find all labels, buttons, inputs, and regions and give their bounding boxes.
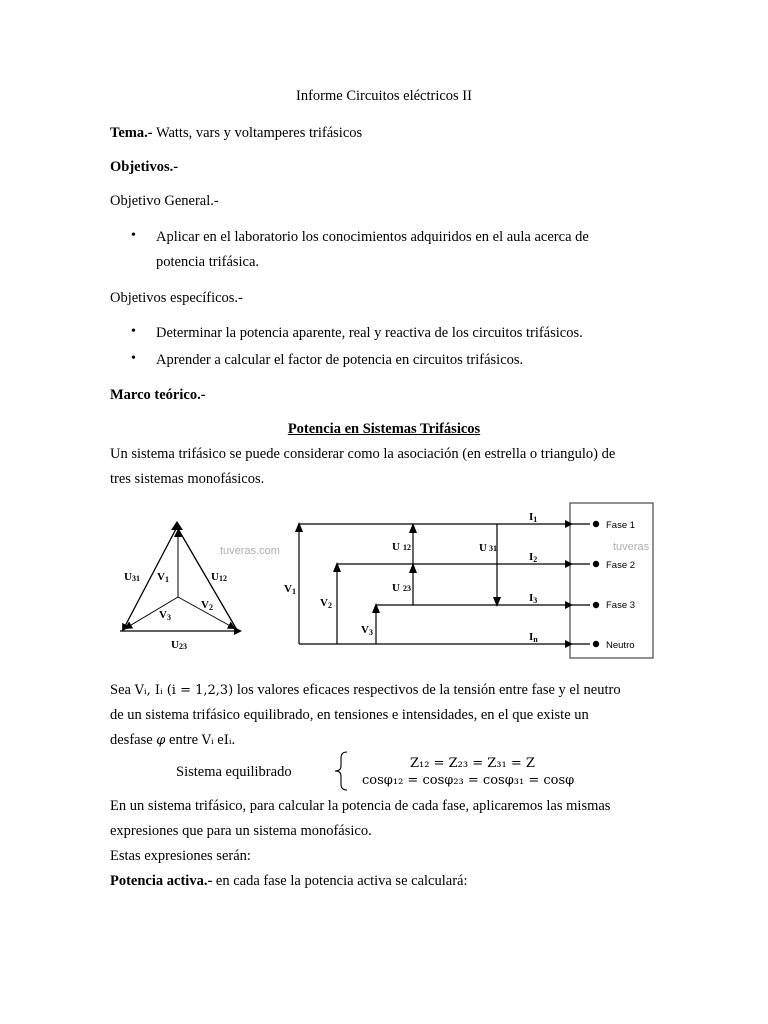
three-phase-figures (0, 500, 768, 670)
phase-label-3: Fase 3 (606, 600, 636, 611)
document-title: Informe Circuitos eléctricos II (296, 88, 472, 104)
bullet-icon: • (131, 324, 136, 339)
entre-word: entre (169, 732, 199, 748)
v1-label: V1 (157, 571, 169, 584)
desfase-word: desfase (110, 732, 153, 748)
sistema-equilibrado-label: Sistema equilibrado (176, 764, 292, 780)
objetivos-especificos-heading: Objetivos específicos.- (110, 290, 243, 306)
objetivo-general-heading: Objetivo General.- (110, 193, 219, 209)
potencia-activa-text: en cada fase la potencia activa se calculará: (215, 873, 468, 889)
brace-icon (331, 750, 351, 792)
para-line2: expresiones que para un sistema monofásico. (110, 823, 372, 839)
phase-label-neutro: Neutro (606, 640, 635, 651)
u31-label: U31 (124, 571, 140, 583)
u23-label: U 23 (392, 582, 411, 594)
watermark-right: tuveras (613, 541, 650, 553)
v3-label: V3 (159, 609, 171, 622)
intro-line2: tres sistemas monofásicos. (110, 471, 265, 487)
sea-word: Sea (110, 682, 131, 698)
intro-line1: Un sistema trifásico se puede considerar como la asociación (en estrella o triangulo) de (110, 446, 616, 462)
u12-label: U 12 (392, 541, 411, 553)
objetivos-heading: Objetivos.- (110, 159, 179, 175)
current-label-2: I2 (529, 551, 538, 564)
marco-teorico-heading: Marco teórico.- (110, 387, 206, 403)
tema-text: Watts, vars y voltamperes trifásicos (155, 125, 363, 141)
equation-z: Z₁₂ = Z₂₃ = Z₃₁ = Z (410, 756, 535, 771)
tema-label: Tema.- (110, 125, 153, 141)
triangle-diagram (120, 521, 280, 651)
equation-cos: cosφ₁₂ = cosφ₂₃ = cosφ₃₁ = cosφ (362, 773, 575, 788)
u23-label: U23 (171, 639, 187, 651)
ii-symbol: Iᵢ (223, 733, 232, 748)
sea-line1-rest: los valores eficaces respectivos de la tensión entre fase y el neutro (236, 682, 621, 698)
v2-label: V2 (201, 599, 213, 612)
sea-line2: de un sistema trifásico equilibrado, en tensiones e intensidades, en el que existe un (110, 707, 589, 723)
u31-label: U 31 (479, 542, 497, 554)
og-item-line2: potencia trifásica. (156, 254, 260, 270)
phase-label-1: Fase 1 (606, 520, 636, 531)
four-wire-diagram (284, 503, 653, 658)
watermark-left: tuveras.com (220, 545, 280, 557)
section-heading: Potencia en Sistemas Trifásicos (287, 421, 481, 437)
current-label-n: In (529, 631, 538, 644)
current-label-3: I3 (529, 592, 538, 605)
oe-item-1: Determinar la potencia aparente, real y reactiva de los circuitos trifásicos. (156, 325, 583, 341)
u12-side (177, 527, 237, 630)
phase-label-2: Fase 2 (606, 560, 636, 571)
current-label-1: I1 (529, 511, 538, 524)
vi-ii-math: Vᵢ, Iᵢ (i = 1,2,3) (134, 683, 234, 698)
potencia-activa-label: Potencia activa.- (110, 873, 213, 889)
bullet-icon: • (131, 228, 136, 243)
period: . (231, 732, 236, 748)
og-item-line1: Aplicar en el laboratorio los conocimientos adquiridos en el aula acerca de (156, 229, 589, 245)
u12-label: U12 (211, 571, 227, 583)
v2-label: V2 (320, 597, 332, 610)
para-line1: En un sistema trifásico, para calcular la potencia de cada fase, aplicaremos las mismas (110, 798, 611, 814)
tema-line (110, 124, 362, 142)
potencia-activa-line (110, 872, 467, 890)
v3-label: V3 (361, 624, 373, 637)
bullet-icon: • (131, 351, 136, 366)
para-line3: Estas expresiones serán: (110, 848, 251, 864)
v1-label: V1 (284, 583, 296, 596)
phi-symbol: φ (156, 733, 166, 748)
oe-item-2: Aprender a calcular el factor de potencia en circuitos trifásicos. (156, 352, 524, 368)
sea-line1 (110, 681, 621, 700)
sea-line3 (110, 731, 235, 750)
vi-symbol: Vᵢ (201, 733, 214, 748)
e-word: e (217, 732, 224, 748)
